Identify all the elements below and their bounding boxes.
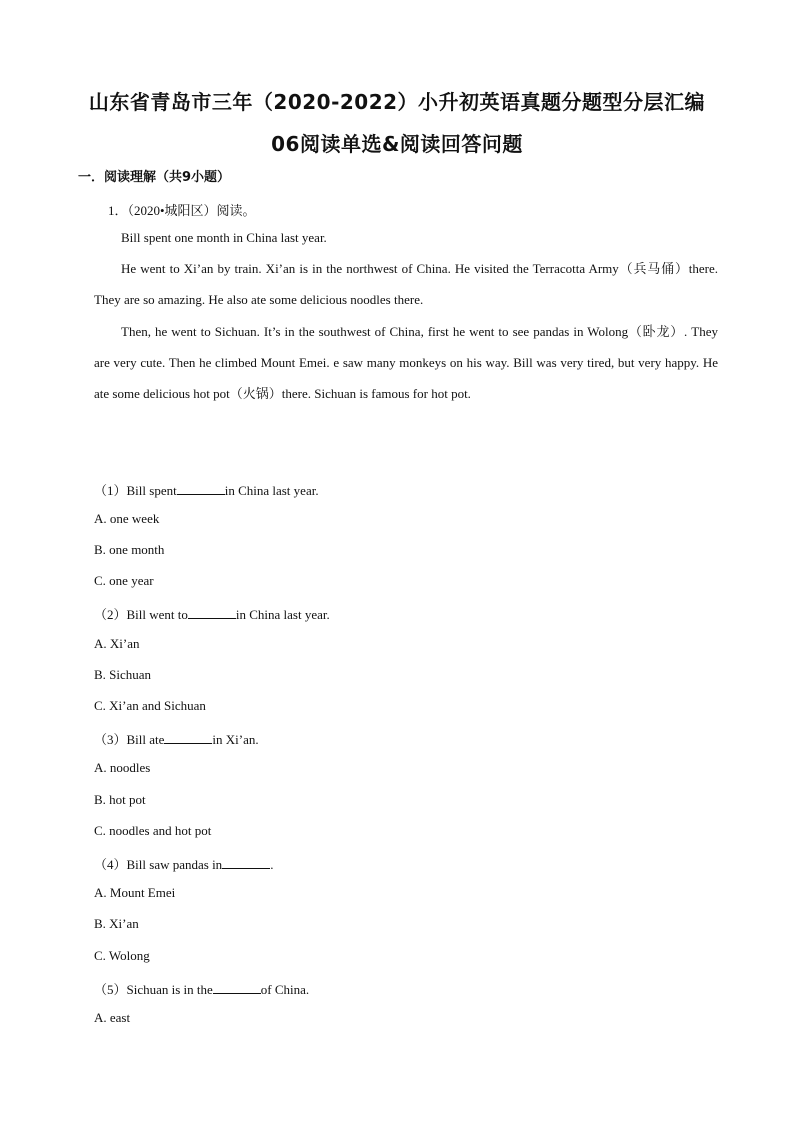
- option: A. one week: [94, 511, 160, 526]
- answer-blank: [222, 856, 270, 869]
- subquestion-prefix: （2）Bill went to: [94, 607, 188, 622]
- option: C. Wolong: [94, 948, 150, 963]
- answer-blank: [188, 606, 236, 619]
- option: C. Xi’an and Sichuan: [94, 698, 206, 713]
- subquestion-1: [94, 480, 319, 499]
- option: C. noodles and hot pot: [94, 823, 212, 838]
- option: A. east: [94, 1010, 131, 1025]
- option: A. noodles: [94, 760, 151, 775]
- answer-blank: [213, 981, 261, 994]
- answer-blank: [177, 482, 225, 495]
- subquestion-prefix: （3）Bill ate: [94, 732, 165, 747]
- subquestion-suffix: in Xi’an.: [212, 732, 259, 747]
- option: A. Xi’an: [94, 636, 140, 651]
- option: A. Mount Emei: [94, 885, 176, 900]
- subquestion-suffix: of China.: [260, 982, 310, 997]
- subquestion-prefix: （5）Sichuan is in the: [94, 982, 213, 997]
- option: B. hot pot: [94, 792, 146, 807]
- subquestion-prefix: （4）Bill saw pandas in: [94, 857, 223, 872]
- passage-paragraph-2: He went to Xi’an by train. Xi’an is in the northwest of China. He visited the Terracotta Army（兵马俑）there. They are so amazing. He also ate some delicious noodles there.: [94, 261, 718, 307]
- passage-paragraph-1: Bill spent one month in China last year.: [121, 230, 327, 245]
- document-subtitle: 06阅读单选&阅读回答问题: [271, 132, 523, 156]
- option: C. one year: [94, 573, 154, 588]
- question-label: 1．（2020•城阳区）阅读。: [108, 203, 256, 218]
- option: B. Xi’an: [94, 916, 139, 931]
- subquestion-3: [94, 729, 259, 748]
- passage-paragraph-3: Then, he went to Sichuan. It’s in the southwest of China, first he went to see pandas in Wolong（卧龙）. They are very cute. Then he climbed Mount Emei. e saw many monkeys on his way. Bill was very tired, but very happy. He ate some delicious hot pot（火锅）there. Sichuan is famous for hot pot.: [94, 324, 718, 401]
- option: B. one month: [94, 542, 165, 557]
- subquestion-suffix: in China last year.: [235, 607, 330, 622]
- option: B. Sichuan: [94, 667, 152, 682]
- section-heading: 一．阅读理解（共9小题）: [78, 170, 231, 185]
- subquestion-suffix: in China last year.: [224, 483, 319, 498]
- answer-blank: [164, 731, 212, 744]
- subquestion-2: [94, 604, 330, 623]
- subquestion-5: [94, 979, 309, 998]
- subquestion-4: [94, 854, 273, 873]
- document-title: 山东省青岛市三年（2020-2022）小升初英语真题分题型分层汇编: [88, 90, 706, 114]
- subquestion-prefix: （1）Bill spent: [94, 483, 177, 498]
- subquestion-suffix: .: [270, 857, 274, 872]
